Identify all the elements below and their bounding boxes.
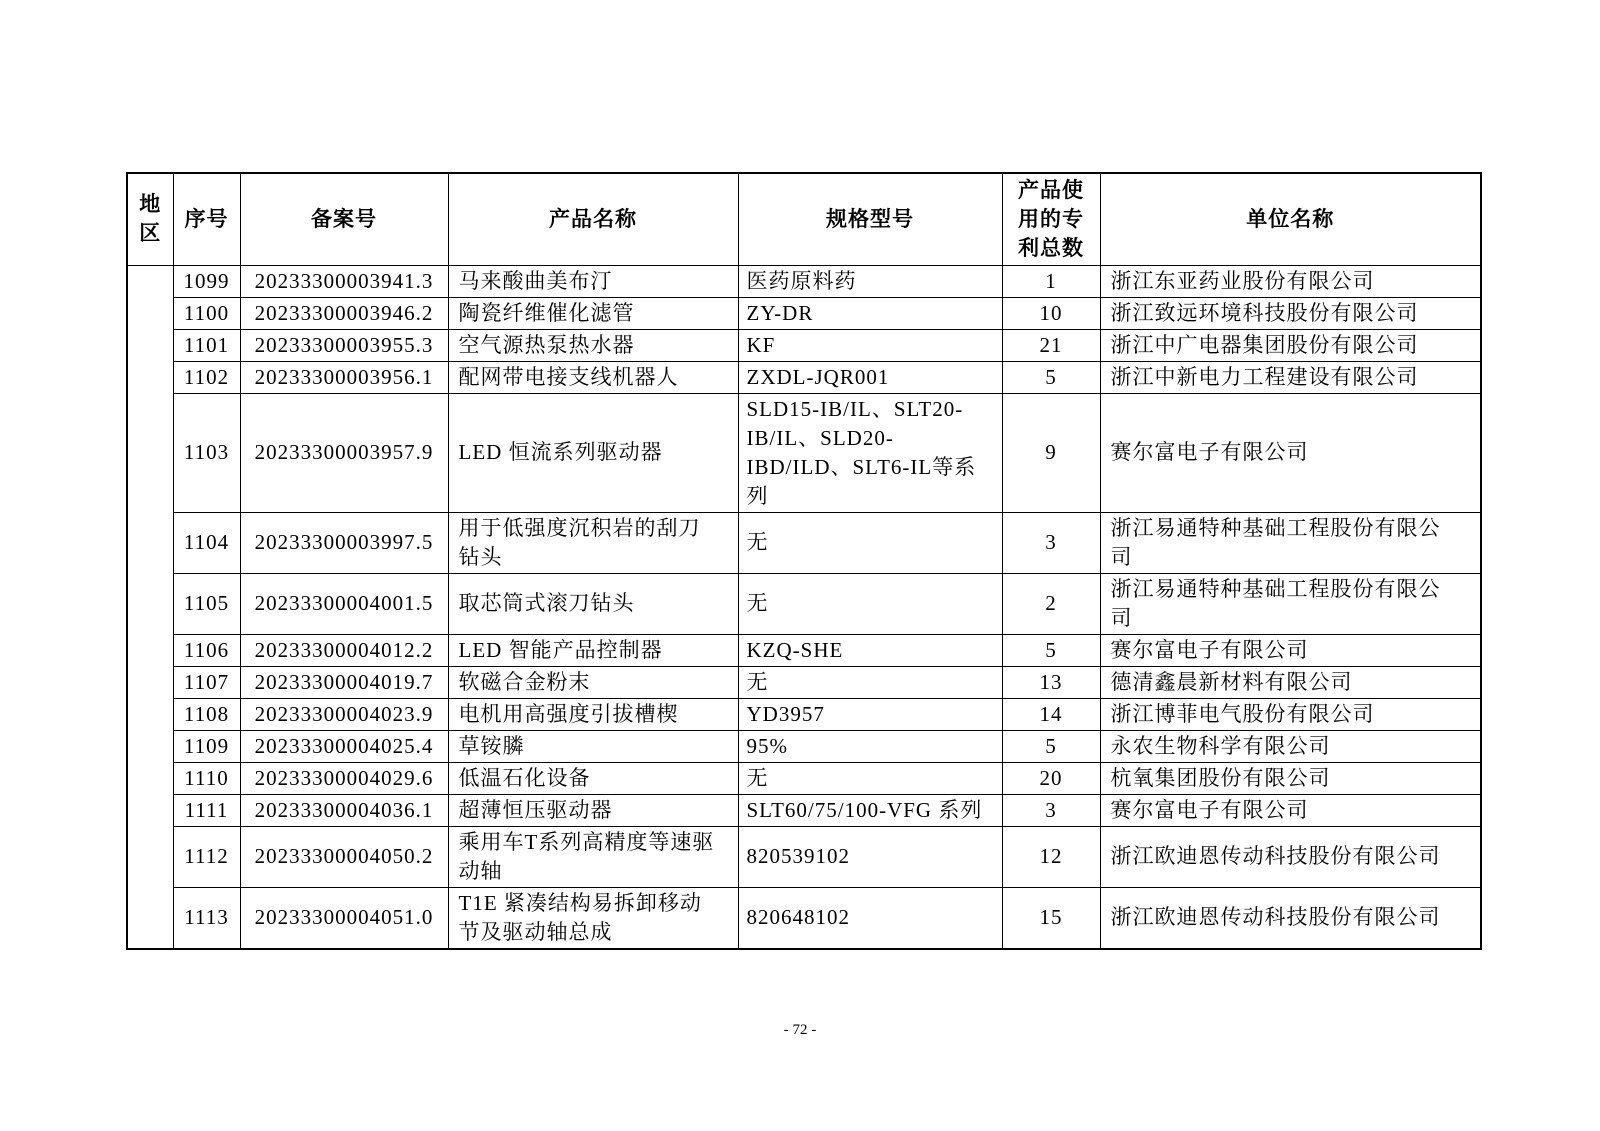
table-row bbox=[127, 634, 1481, 666]
company-name-cell: 永农生物科学有限公司 bbox=[1100, 730, 1481, 762]
seq-cell: 1110 bbox=[173, 762, 240, 794]
spec-model-cell: 无 bbox=[738, 512, 1002, 573]
spec-model-cell: KF bbox=[738, 329, 1002, 361]
header-product-name: 产品名称 bbox=[448, 173, 738, 265]
product-name-cell: 乘用车T系列高精度等速驱动轴 bbox=[448, 826, 738, 887]
seq-cell: 1111 bbox=[173, 794, 240, 826]
table-row bbox=[127, 666, 1481, 698]
patent-product-table bbox=[126, 172, 1482, 950]
region-cell bbox=[127, 265, 173, 949]
product-name-cell: LED 恒流系列驱动器 bbox=[448, 393, 738, 512]
table-row bbox=[127, 361, 1481, 393]
header-spec-model: 规格型号 bbox=[738, 173, 1002, 265]
patent-count-cell: 14 bbox=[1002, 698, 1100, 730]
company-name-cell: 浙江中广电器集团股份有限公司 bbox=[1100, 329, 1481, 361]
patent-count-cell: 5 bbox=[1002, 730, 1100, 762]
record-number-cell: 20233300003997.5 bbox=[240, 512, 448, 573]
table-row bbox=[127, 794, 1481, 826]
record-number-cell: 20233300004012.2 bbox=[240, 634, 448, 666]
record-number-cell: 20233300003956.1 bbox=[240, 361, 448, 393]
seq-cell: 1101 bbox=[173, 329, 240, 361]
company-name-cell: 浙江易通特种基础工程股份有限公司 bbox=[1100, 573, 1481, 634]
table-body bbox=[127, 265, 1481, 949]
table-row bbox=[127, 329, 1481, 361]
seq-cell: 1103 bbox=[173, 393, 240, 512]
spec-model-cell: ZXDL-JQR001 bbox=[738, 361, 1002, 393]
spec-model-cell: 无 bbox=[738, 573, 1002, 634]
product-name-cell: 取芯筒式滚刀钻头 bbox=[448, 573, 738, 634]
header-row bbox=[127, 173, 1481, 265]
seq-cell: 1102 bbox=[173, 361, 240, 393]
table-row bbox=[127, 730, 1481, 762]
spec-model-cell: 820648102 bbox=[738, 887, 1002, 949]
table-row bbox=[127, 297, 1481, 329]
company-name-cell: 浙江东亚药业股份有限公司 bbox=[1100, 265, 1481, 297]
patent-count-cell: 13 bbox=[1002, 666, 1100, 698]
spec-model-cell: 医药原料药 bbox=[738, 265, 1002, 297]
product-name-cell: 配网带电接支线机器人 bbox=[448, 361, 738, 393]
spec-model-cell: 无 bbox=[738, 762, 1002, 794]
header-seq: 序号 bbox=[173, 173, 240, 265]
patent-count-cell: 12 bbox=[1002, 826, 1100, 887]
patent-count-cell: 10 bbox=[1002, 297, 1100, 329]
company-name-cell: 浙江博菲电气股份有限公司 bbox=[1100, 698, 1481, 730]
company-name-cell: 赛尔富电子有限公司 bbox=[1100, 794, 1481, 826]
header-region: 地区 bbox=[127, 173, 173, 265]
record-number-cell: 20233300004051.0 bbox=[240, 887, 448, 949]
record-number-cell: 20233300004029.6 bbox=[240, 762, 448, 794]
record-number-cell: 20233300004019.7 bbox=[240, 666, 448, 698]
record-number-cell: 20233300004001.5 bbox=[240, 573, 448, 634]
seq-cell: 1106 bbox=[173, 634, 240, 666]
patent-count-cell: 5 bbox=[1002, 634, 1100, 666]
patent-count-cell: 9 bbox=[1002, 393, 1100, 512]
record-number-cell: 20233300004025.4 bbox=[240, 730, 448, 762]
seq-cell: 1100 bbox=[173, 297, 240, 329]
company-name-cell: 德清鑫晨新材料有限公司 bbox=[1100, 666, 1481, 698]
product-name-cell: 低温石化设备 bbox=[448, 762, 738, 794]
record-number-cell: 20233300004050.2 bbox=[240, 826, 448, 887]
company-name-cell: 杭氧集团股份有限公司 bbox=[1100, 762, 1481, 794]
table-row bbox=[127, 265, 1481, 297]
table-row bbox=[127, 512, 1481, 573]
company-name-cell: 浙江欧迪恩传动科技股份有限公司 bbox=[1100, 826, 1481, 887]
seq-cell: 1108 bbox=[173, 698, 240, 730]
patent-count-cell: 20 bbox=[1002, 762, 1100, 794]
company-name-cell: 赛尔富电子有限公司 bbox=[1100, 393, 1481, 512]
product-name-cell: 空气源热泵热水器 bbox=[448, 329, 738, 361]
spec-model-cell: SLD15-IB/IL、SLT20-IB/IL、SLD20-IBD/ILD、SLT6-IL等系列 bbox=[738, 393, 1002, 512]
header-patent-count: 产品使用的专利总数 bbox=[1002, 173, 1100, 265]
table-row bbox=[127, 573, 1481, 634]
patent-count-cell: 21 bbox=[1002, 329, 1100, 361]
product-name-cell: 草铵膦 bbox=[448, 730, 738, 762]
company-name-cell: 浙江中新电力工程建设有限公司 bbox=[1100, 361, 1481, 393]
seq-cell: 1099 bbox=[173, 265, 240, 297]
product-name-cell: LED 智能产品控制器 bbox=[448, 634, 738, 666]
spec-model-cell: 95% bbox=[738, 730, 1002, 762]
header-company-name: 单位名称 bbox=[1100, 173, 1481, 265]
seq-cell: 1105 bbox=[173, 573, 240, 634]
table-row bbox=[127, 393, 1481, 512]
seq-cell: 1112 bbox=[173, 826, 240, 887]
record-number-cell: 20233300003957.9 bbox=[240, 393, 448, 512]
product-name-cell: 超薄恒压驱动器 bbox=[448, 794, 738, 826]
company-name-cell: 浙江欧迪恩传动科技股份有限公司 bbox=[1100, 887, 1481, 949]
table-header bbox=[127, 173, 1481, 265]
seq-cell: 1109 bbox=[173, 730, 240, 762]
patent-count-cell: 15 bbox=[1002, 887, 1100, 949]
table-row bbox=[127, 887, 1481, 949]
seq-cell: 1104 bbox=[173, 512, 240, 573]
product-name-cell: 用于低强度沉积岩的刮刀钻头 bbox=[448, 512, 738, 573]
spec-model-cell: 820539102 bbox=[738, 826, 1002, 887]
spec-model-cell: ZY-DR bbox=[738, 297, 1002, 329]
table-row bbox=[127, 762, 1481, 794]
spec-model-cell: SLT60/75/100-VFG 系列 bbox=[738, 794, 1002, 826]
patent-count-cell: 3 bbox=[1002, 512, 1100, 573]
company-name-cell: 浙江易通特种基础工程股份有限公司 bbox=[1100, 512, 1481, 573]
patent-count-cell: 5 bbox=[1002, 361, 1100, 393]
company-name-cell: 赛尔富电子有限公司 bbox=[1100, 634, 1481, 666]
spec-model-cell: KZQ-SHE bbox=[738, 634, 1002, 666]
page-number: - 72 - bbox=[783, 1022, 817, 1038]
patent-count-cell: 3 bbox=[1002, 794, 1100, 826]
product-name-cell: 马来酸曲美布汀 bbox=[448, 265, 738, 297]
record-number-cell: 20233300003941.3 bbox=[240, 265, 448, 297]
record-number-cell: 20233300003955.3 bbox=[240, 329, 448, 361]
record-number-cell: 20233300004023.9 bbox=[240, 698, 448, 730]
spec-model-cell: YD3957 bbox=[738, 698, 1002, 730]
seq-cell: 1107 bbox=[173, 666, 240, 698]
table-row bbox=[127, 826, 1481, 887]
company-name-cell: 浙江致远环境科技股份有限公司 bbox=[1100, 297, 1481, 329]
product-name-cell: 陶瓷纤维催化滤管 bbox=[448, 297, 738, 329]
seq-cell: 1113 bbox=[173, 887, 240, 949]
record-number-cell: 20233300003946.2 bbox=[240, 297, 448, 329]
table-row bbox=[127, 698, 1481, 730]
product-name-cell: 软磁合金粉末 bbox=[448, 666, 738, 698]
header-record-number: 备案号 bbox=[240, 173, 448, 265]
spec-model-cell: 无 bbox=[738, 666, 1002, 698]
product-name-cell: T1E 紧凑结构易拆卸移动节及驱动轴总成 bbox=[448, 887, 738, 949]
product-name-cell: 电机用高强度引拔槽楔 bbox=[448, 698, 738, 730]
patent-count-cell: 1 bbox=[1002, 265, 1100, 297]
record-number-cell: 20233300004036.1 bbox=[240, 794, 448, 826]
patent-count-cell: 2 bbox=[1002, 573, 1100, 634]
